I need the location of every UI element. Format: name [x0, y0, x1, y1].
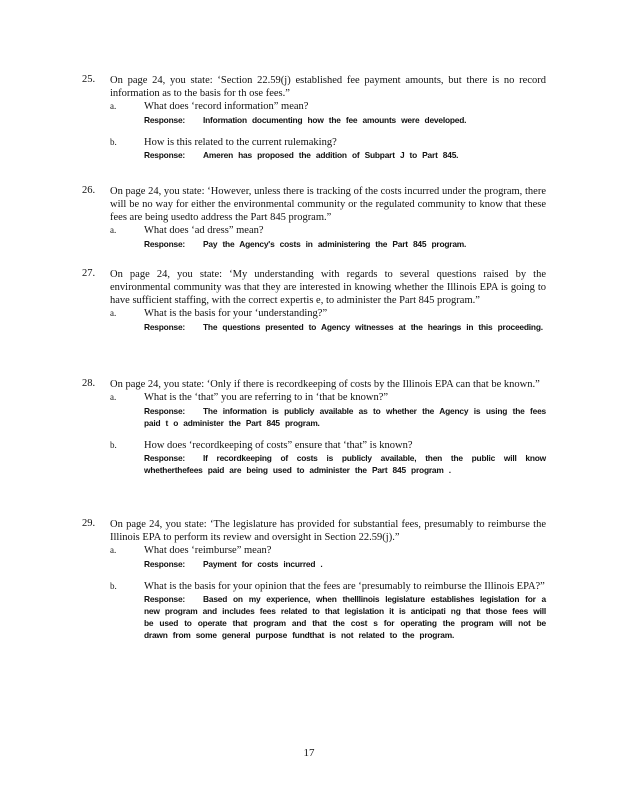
response — [144, 149, 546, 161]
question-number: 27. — [82, 268, 96, 279]
response-text: Ameren has proposed the addition of Subpart J to Part 845. — [203, 150, 459, 160]
question-26 — [82, 185, 546, 250]
question-29 — [82, 518, 546, 641]
sub-label: a. — [110, 308, 117, 318]
response-text: Based on my experience, when theIllinois legislature establishes legislation for a new program and includes fees related to that legislation it is anticipati ng that those fees will be used to operate that program and that the cost s for operating the program will not be drawn from some general purpose fundthat is not related to the program. — [144, 594, 546, 640]
sub-question-b — [82, 440, 546, 477]
question-number: 25. — [82, 74, 96, 85]
response-text: The questions presented to Agency witnesses at the hearings in this proceeding. — [203, 321, 543, 332]
response-text: Information documenting how the fee amounts were developed. — [203, 114, 467, 125]
sub-question-a — [82, 392, 546, 429]
sub-question-b — [82, 581, 546, 642]
sub-question-a — [82, 101, 546, 126]
sub-label: a. — [110, 545, 117, 555]
response-text: The information is publicly available as to whether the Agency is using the fees paid t o administer the Part 845 program. — [144, 405, 546, 428]
sub-question-a — [82, 225, 546, 250]
response-label: Response: — [144, 594, 186, 604]
question-text: On page 24, you state: ‘Only if there is recordkeeping of costs by the Illinois EPA can that be known.” — [110, 379, 540, 390]
question-number: 29. — [82, 518, 96, 529]
question-25 — [82, 74, 546, 161]
sub-label: a. — [110, 392, 117, 402]
response-label: Response: — [144, 114, 186, 125]
response — [144, 452, 546, 476]
response-label: Response: — [144, 405, 186, 416]
sub-label: b. — [110, 136, 117, 147]
sub-question-text: What is the basis for your opinion that the fees are ‘presumably to reimburse the Illinois EPA?” — [144, 580, 545, 592]
sub-question-a — [82, 308, 546, 333]
question-27 — [82, 268, 546, 333]
response-label: Response: — [144, 558, 186, 569]
page-number: 17 — [303, 747, 315, 759]
response — [144, 238, 546, 250]
question-text: On page 24, you state: ‘Section 22.59(j) established fee payment amounts, but there is no record information as to the basis for th ose fees.” — [110, 75, 546, 99]
question-text: On page 24, you state: ‘My understanding with regards to several questions raised by the environmental community was that they are interested in knowing whether the Illinois EPA is going to have sufficient staffing, with the correct expertis e, to administer the Part 845 program.” — [110, 269, 546, 306]
question-text: On page 24, you state: ‘However, unless there is tracking of the costs incurred under the program, there will be no way for either the environmental community or the regulated community to know that these fees are being usedto address the Part 845 program.” — [110, 186, 546, 223]
response — [144, 114, 546, 126]
response-text: If recordkeeping of costs is publicly available, then the public will know whetherthefees paid are being used to administer the Part 845 program . — [144, 453, 546, 475]
response-label: Response: — [144, 453, 186, 463]
question-text: On page 24, you state: ‘The legislature has provided for substantial fees, presumably to reimburse the Illinois EPA to perform its review and oversight in Section 22.59(j).” — [110, 519, 546, 543]
response — [144, 405, 546, 429]
sub-question-text: How is this related to the current rulemaking? — [144, 136, 337, 148]
response-label: Response: — [144, 238, 186, 249]
sub-question-text: What does ‘record information” mean? — [144, 101, 309, 112]
question-28 — [82, 378, 546, 476]
response — [144, 321, 546, 333]
sub-label: a. — [110, 101, 117, 111]
sub-label: a. — [110, 225, 117, 235]
sub-question-a — [82, 545, 546, 570]
response-label: Response: — [144, 150, 186, 160]
sub-question-text: What does ‘reimburse” mean? — [144, 545, 272, 556]
sub-question-text: What is the basis for your ‘understanding?” — [144, 308, 328, 319]
question-number: 26. — [82, 185, 96, 196]
sub-label: b. — [110, 580, 117, 591]
sub-question-text: How does ‘recordkeeping of costs” ensure that ‘that” is known? — [144, 439, 413, 451]
sub-question-b — [82, 137, 546, 162]
response — [144, 593, 546, 641]
response-text: Payment for costs incurred . — [203, 558, 323, 569]
response-text: Pay the Agency's costs in administering the Part 845 program. — [203, 238, 467, 249]
response — [144, 558, 546, 570]
question-number: 28. — [82, 378, 96, 389]
response-label: Response: — [144, 321, 186, 332]
sub-label: b. — [110, 439, 117, 450]
sub-question-text: What is the ‘that” you are referring to in ‘that be known?” — [144, 392, 389, 403]
sub-question-text: What does ‘ad dress” mean? — [144, 225, 264, 236]
